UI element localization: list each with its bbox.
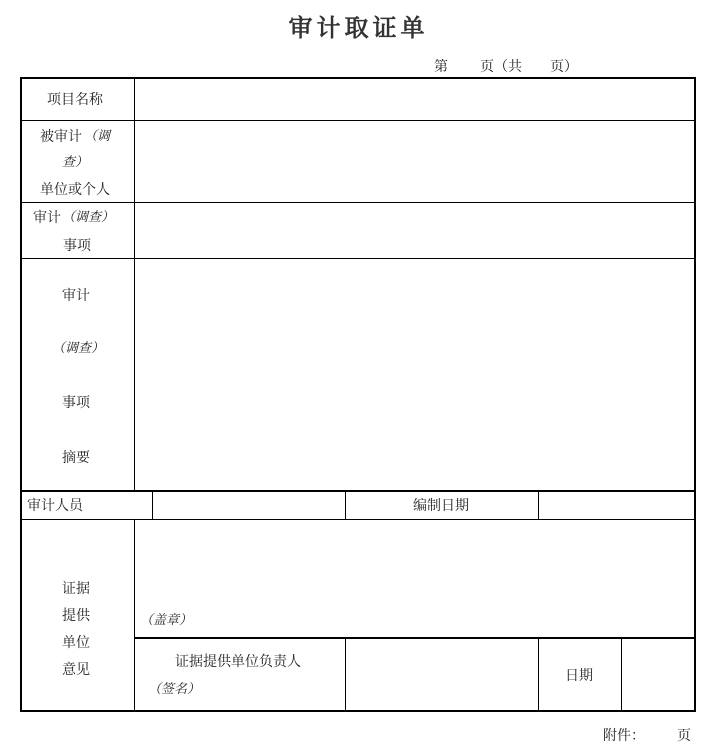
page-title: 审计取证单	[288, 14, 429, 42]
summary-label-l1: 审计	[62, 288, 90, 304]
summary-label-l3: 事项	[62, 395, 90, 411]
audit-matter-label-line2: 事项	[63, 238, 91, 254]
audit-matter-label-paren: （调查）	[62, 210, 115, 225]
audited-unit-label-paren-a: （调	[84, 129, 111, 144]
auditor-label: 审计人员	[27, 498, 83, 514]
page-label-ye-close: 页）	[550, 59, 578, 75]
audit-matter-label-line1: 审计	[33, 210, 61, 226]
date-label: 日期	[565, 668, 593, 684]
audited-unit-label-line3: 单位或个人	[40, 182, 110, 198]
compile-date-label: 编制日期	[413, 498, 469, 514]
signature-note: （签名）	[148, 682, 201, 697]
page-label-di: 第	[434, 59, 448, 75]
attachment-label: 附件：	[603, 728, 645, 744]
page-label-ye: 页（共	[480, 59, 522, 75]
opinion-label-l1: 证据	[62, 581, 90, 597]
attachment-page-label: 页	[677, 728, 691, 744]
project-name-label: 项目名称	[47, 92, 103, 108]
responsible-label: 证据提供单位负责人	[175, 654, 301, 670]
summary-label-l4: 摘要	[62, 450, 90, 466]
seal-note: （盖章）	[140, 613, 193, 628]
audited-unit-label-paren-b: 查）	[62, 155, 89, 170]
opinion-label-l3: 单位	[62, 635, 90, 651]
summary-label-l2: （调查）	[52, 341, 105, 356]
audited-unit-label-line1: 被审计	[40, 129, 82, 145]
opinion-label-l2: 提供	[62, 608, 90, 624]
opinion-label-l4: 意见	[62, 662, 90, 678]
